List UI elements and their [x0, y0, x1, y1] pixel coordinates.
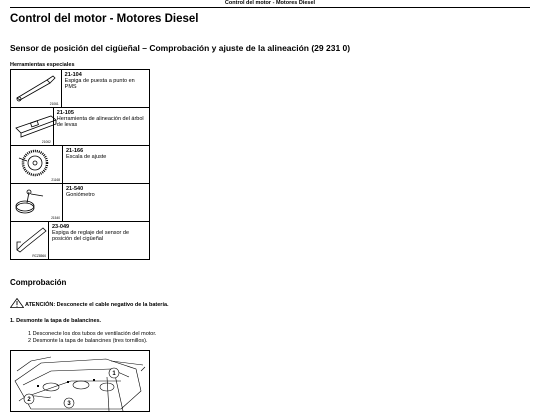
tool-description: Espiga de puesta a punto en PMS [64, 78, 135, 91]
tool-number: 21-540 [66, 186, 84, 192]
tool-image [11, 222, 49, 259]
tool-row [11, 184, 149, 222]
dial-scale-icon [13, 148, 59, 178]
allen-key-icon [13, 224, 59, 254]
check-heading: Comprobación [10, 278, 67, 287]
tools-heading: Herramientas especiales [10, 62, 75, 68]
tool-image [11, 184, 63, 221]
tool-code: RCZ8566 [32, 254, 46, 258]
tool-code: 21168 [51, 178, 60, 182]
engine-illustration [10, 350, 150, 412]
tool-code: 21061 [49, 102, 59, 106]
running-header: Control del motor - Motores Diesel [224, 0, 316, 6]
tool-row [11, 222, 149, 259]
protractor-icon [13, 186, 59, 216]
bar-icon [13, 110, 59, 140]
warning-text: ATENCIÓN: Desconecte el cable negativo de la batería. [25, 302, 169, 308]
step-1: 1. Desmonte la tapa de balancines. [10, 318, 102, 324]
substep-2: 2 Desmonte la tapa de balancines (tres tornillos). [28, 338, 148, 344]
tools-table-2 [10, 183, 150, 260]
tool-code: 21540 [51, 216, 60, 220]
tool-number: 21-105 [56, 110, 74, 116]
tool-row [11, 70, 149, 108]
warning-icon [10, 298, 24, 308]
section-title: Sensor de posición del cigüeñal – Comprobación y ajuste de la alineación (29 231 0) [10, 43, 351, 53]
callout-3: 3 [67, 401, 71, 408]
page-title: Control del motor - Motores Diesel [10, 13, 199, 25]
tool-image [11, 146, 63, 183]
tool-number: 21-104 [64, 72, 82, 78]
tool-image [11, 70, 62, 107]
tool-image [11, 108, 54, 145]
tool-description: Espiga de reglaje del sensor de posición del cigüeñal [51, 230, 130, 243]
tool-row [11, 108, 149, 146]
pin-icon [13, 72, 59, 102]
header-divider [10, 7, 530, 8]
tool-description: Goniómetro [66, 192, 95, 199]
callout-2: 2 [27, 397, 31, 404]
callout-1: 1 [112, 371, 116, 378]
tool-number: 23-049 [51, 224, 70, 230]
tools-table-1 [10, 69, 150, 184]
tool-number: 21-166 [66, 148, 84, 154]
tool-row [11, 146, 149, 183]
tool-code: 21062 [41, 140, 51, 144]
warning-note [10, 298, 169, 308]
substep-1: 1 Desconecte los dos tubos de ventilación del motor. [28, 331, 157, 337]
tool-description: Herramienta de alineación del árbol de levas [56, 116, 144, 129]
tool-description: Escala de ajuste [66, 154, 107, 161]
